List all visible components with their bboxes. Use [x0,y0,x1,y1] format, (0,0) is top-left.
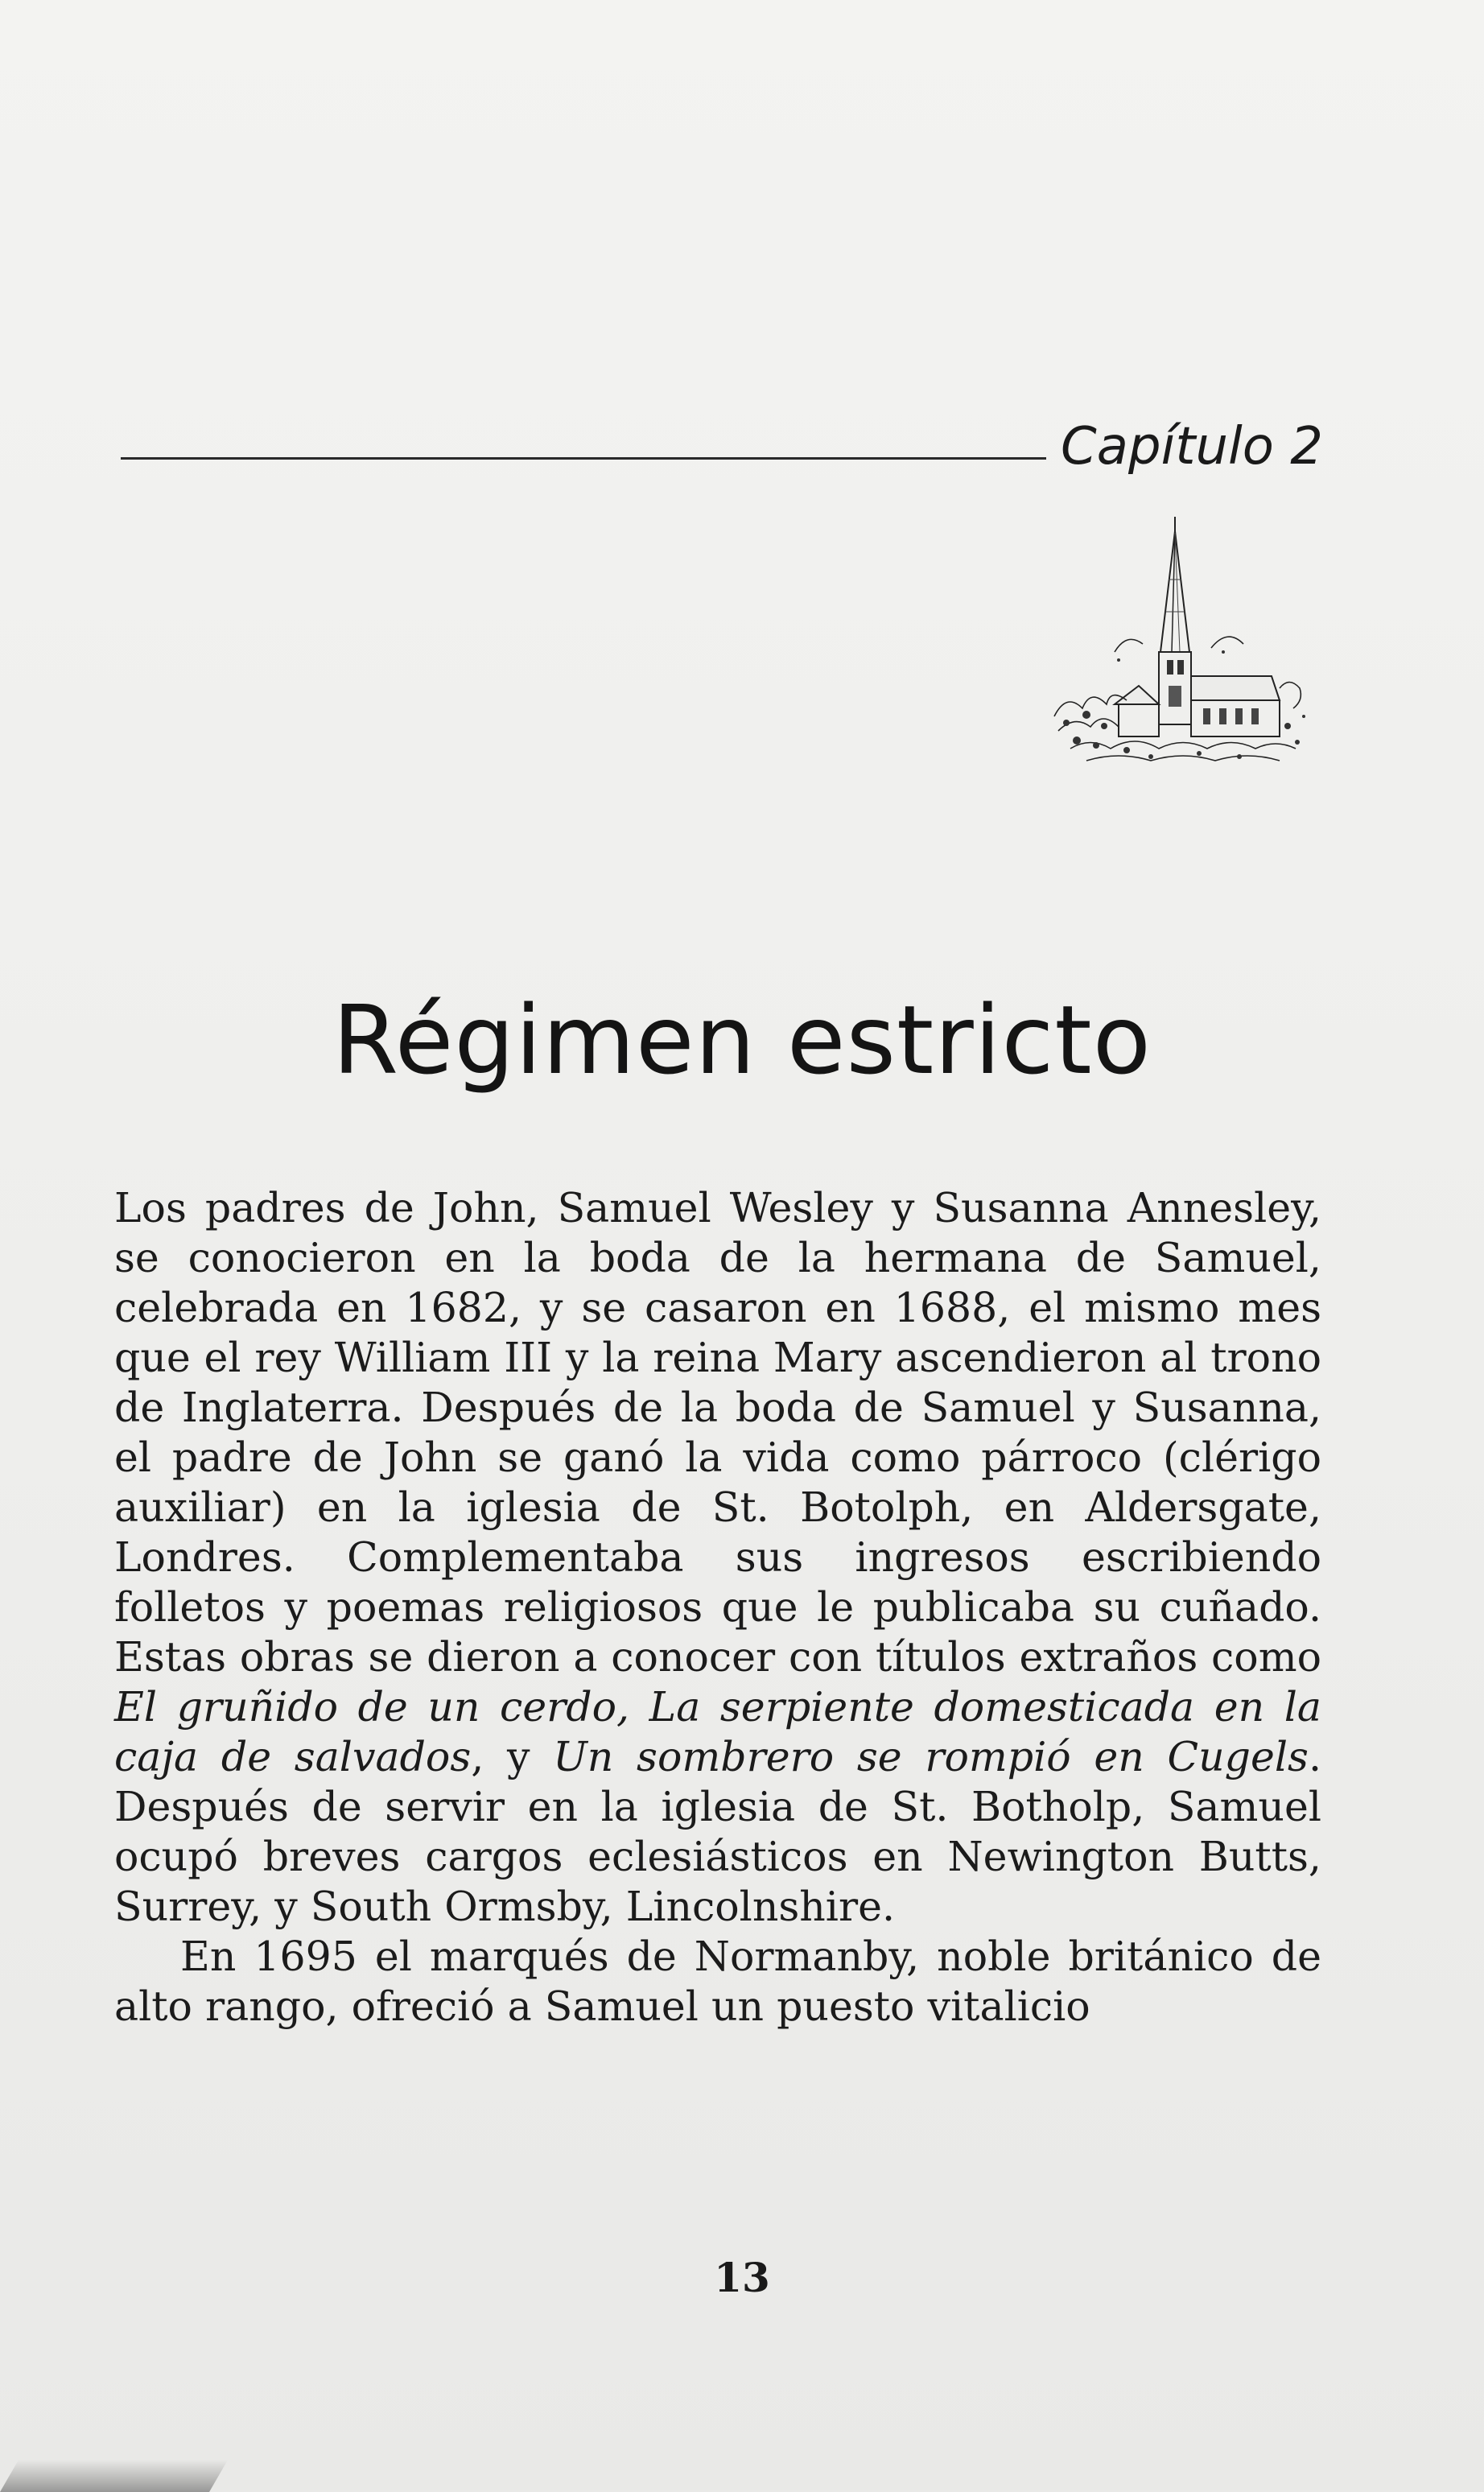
chapter-title: Régimen estricto [332,984,1152,1095]
work-titles-1: El gruñido de un cerdo, La serpiente domesticada en la caja de salvados [114,1683,1321,1780]
paragraph-2: En 1695 el marqués de Normanby, noble británico de alto rango, ofreció a Samuel un puesto vitalicio [114,1933,1321,2030]
page-edge-shadow [0,2460,228,2492]
chapter-header-rule [121,457,1046,460]
chapter-label: Capítulo 2 [1061,417,1323,477]
church-steeple-illustration [1038,515,1312,781]
paragraph-1-text-b: , y [471,1733,554,1780]
paragraph-1-text-c: . Después de servir en la iglesia de St. Botholp, Samuel ocupó breves cargos eclesiásticos en Newington Butts, Surrey, y South Ormsby, Lincolnshire. [114,1733,1322,1930]
work-title-2: Un sombrero se rompió en Cugels [553,1733,1309,1780]
page-number: 13 [714,2254,770,2301]
paragraph-1-text-a: Los padres de John, Samuel Wesley y Susanna Annesley, se conocieron en la boda de la hermana de Samuel, celebrada en 1682, y se casaron en 1688, el mismo mes que el rey William III y la reina Mary ascendieron al trono de Inglaterra. Después de la boda de Samuel y Susanna, el padre de John se ganó la vida como párroco (clérigo auxiliar) en la iglesia de St. Botolph, en Aldersgate, Londres. Complementaba sus ingresos escribiendo folletos y poemas religiosos que le publicaba su cuñado. Estas obras se dieron a conocer con títulos extraños como [114,1184,1321,1681]
body-text [114,1183,1321,2032]
paragraph-1 [114,1183,1321,1932]
